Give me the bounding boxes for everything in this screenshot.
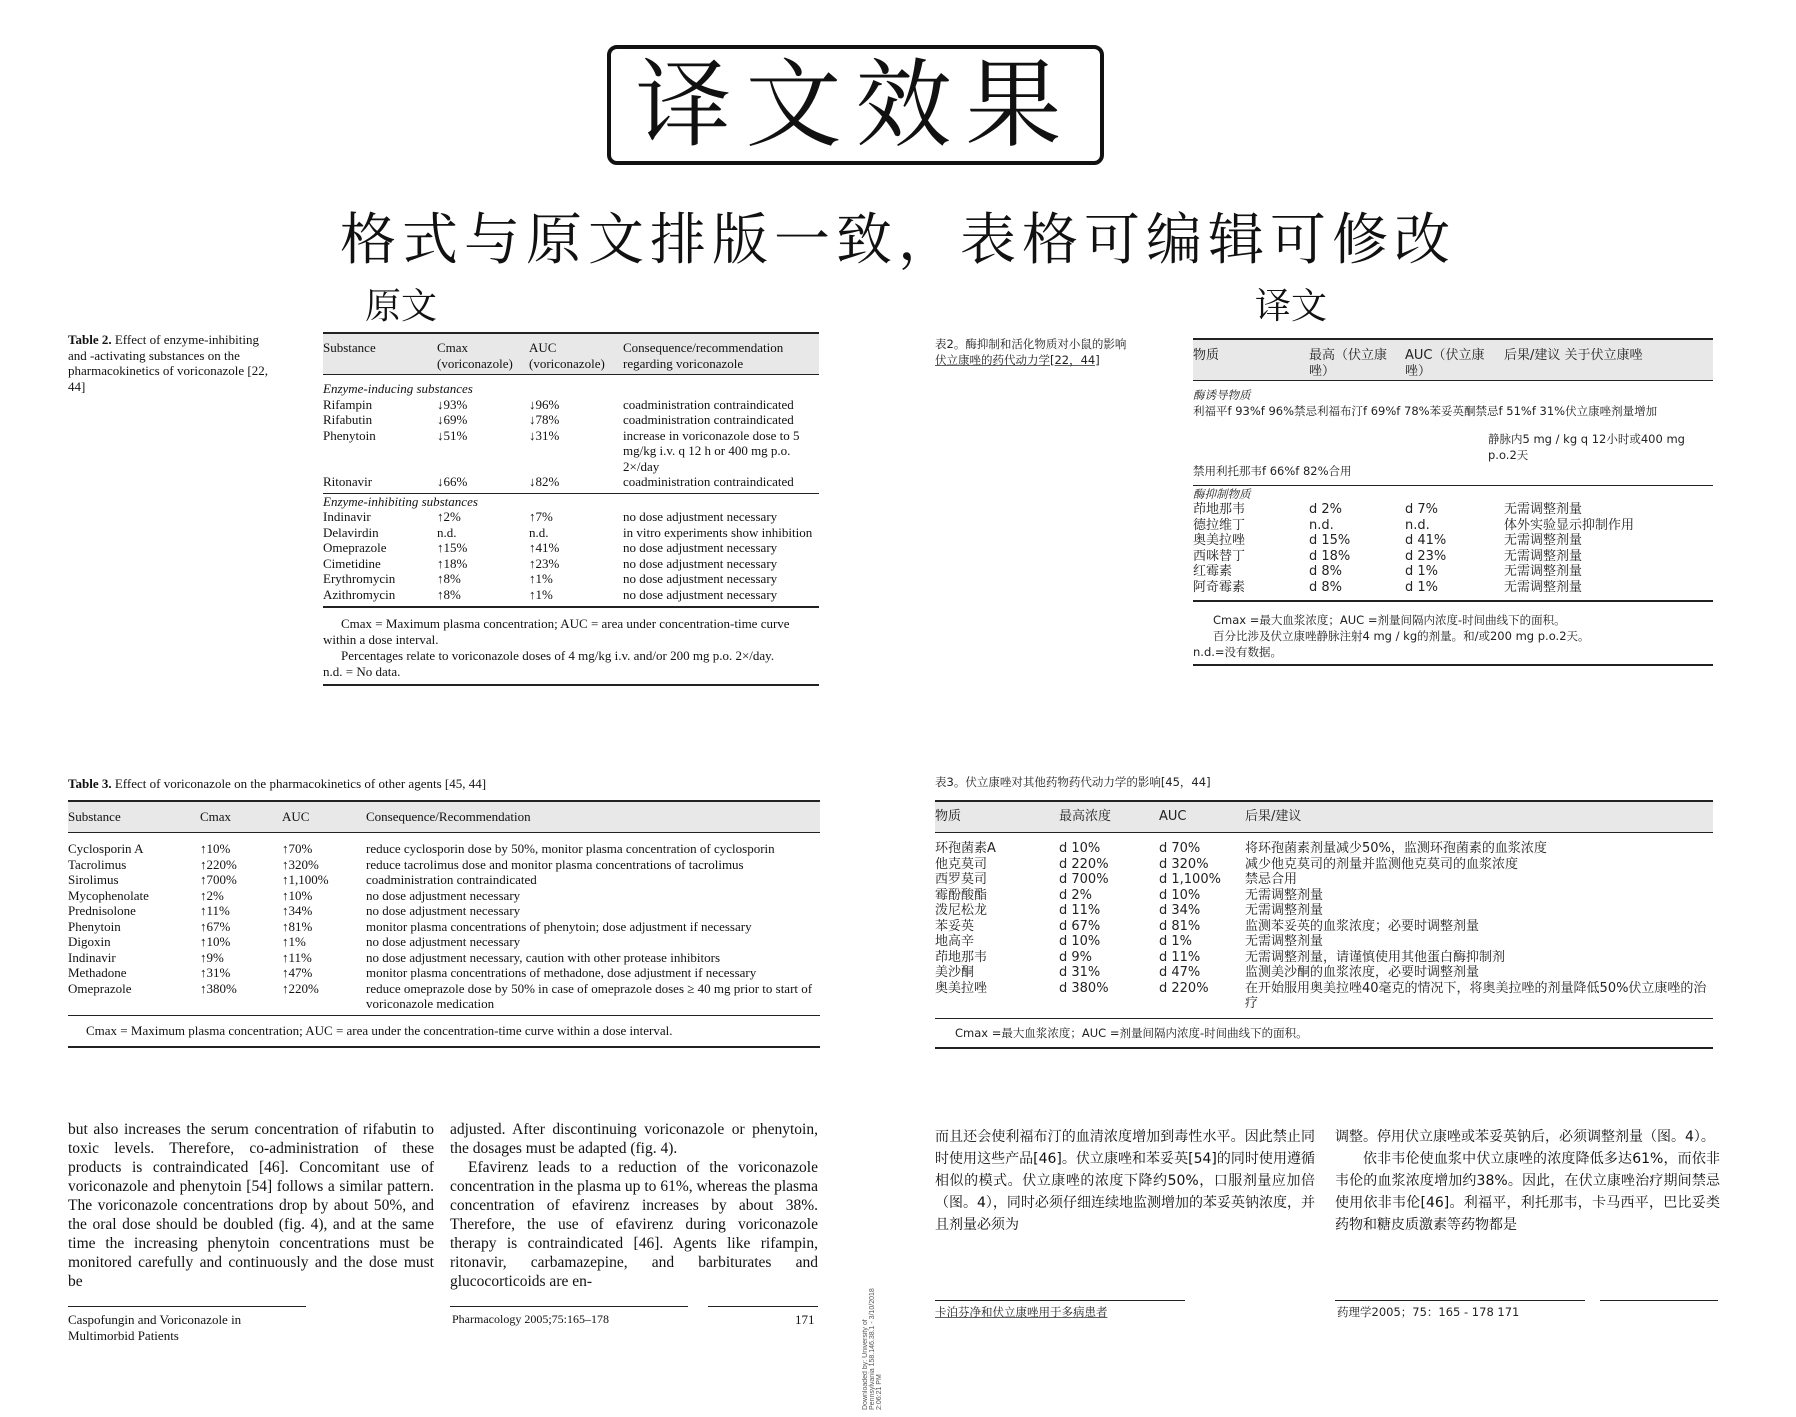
col-auc: AUC（伏立康唑） [1405, 348, 1485, 379]
table-cell: ↑1% [282, 934, 306, 949]
table-cell: ↑81% [282, 918, 313, 934]
table-cell: ↓78% [529, 412, 560, 427]
table-row [68, 888, 820, 904]
table-cell: ↑15% [437, 540, 468, 555]
table-cell: ↓82% [529, 474, 560, 489]
table-cell: d 10% [1059, 934, 1101, 949]
table-cell: 环孢菌素A [935, 841, 996, 856]
table-cell: 无需调整剂量，请谨慎使用其他蛋白酶抑制剂 [1245, 949, 1506, 965]
table-cell: ↓51% [437, 427, 468, 443]
table-row [68, 981, 820, 1012]
table-cell: ↓93% [437, 396, 468, 412]
label-translation: 译文 [1255, 286, 1328, 327]
table-row [323, 412, 819, 428]
table-row [323, 556, 819, 572]
group-label: 酶抑制物质 [1193, 487, 1251, 501]
table-row [935, 965, 1713, 981]
table-cell: coadministration contraindicated [366, 872, 537, 887]
table-cell: d 41% [1405, 533, 1447, 548]
table-cell: ↓66% [437, 474, 468, 489]
table-row [323, 525, 819, 541]
table-row [323, 397, 819, 413]
table-cell: ↑700% [200, 872, 237, 887]
table-cell: 地高辛 [935, 934, 975, 949]
table-cell: coadministration contraindicated [623, 474, 794, 489]
table-cell: d 11% [1159, 949, 1201, 965]
table-cell: Omeprazole [323, 540, 387, 555]
table-row [935, 888, 1713, 904]
table-cell: no dose adjustment necessary, caution with other protease inhibitors [366, 949, 721, 965]
table-row [935, 950, 1713, 966]
table-cell: 美沙酮 [935, 965, 975, 980]
table-cell: ↑8% [437, 571, 461, 586]
group-label: Enzyme-inhibiting substances [323, 493, 478, 509]
trans-footer-journal: 药理学2005；75：165 - 178 171 [1337, 1305, 1520, 1319]
col-cmax: Cmax [200, 809, 232, 824]
table-cell: Methadone [68, 965, 127, 980]
table-row [935, 841, 1713, 857]
table-cell: ↑2% [200, 887, 224, 903]
table-cell: ↑31% [200, 965, 231, 980]
table-row [935, 981, 1713, 1012]
table-row [68, 965, 820, 981]
table-footnote: n.d.=没有数据。 [1193, 645, 1283, 659]
trans-table3-caption: 表3。伏立康唑对其他药物药代动力学的影响[45，44] [935, 775, 1211, 789]
table-cell: d 81% [1159, 918, 1201, 934]
table-cell: coadministration contraindicated [623, 396, 794, 412]
table-cell: d 11% [1059, 903, 1101, 918]
orig-table2-group2 [323, 509, 819, 602]
table-cell: ↑67% [200, 918, 231, 934]
orig-body-col1: but also increases the serum concentration of rifabutin to toxic levels. Therefore, co-administration of these products is contraindicated [46]. Concomitant use of voriconazole and phenytoin [54] follows a similar pattern. The voriconazole concentrations drop by about 50%, and the oral dose should be doubled (fig. 4), and at the same time the increasing phenytoin concentrations must be monitored carefully and continuously and the dose must be [68, 1121, 434, 1290]
table-cell: ↑9% [200, 949, 224, 965]
trans-footer-left: 卡泊芬净和伏立康唑用于多病患者 [935, 1305, 1108, 1319]
table-cell: 无需调整剂量 [1245, 934, 1324, 949]
table-cell: d 8% [1309, 564, 1343, 579]
table-cell: Phenytoin [323, 427, 376, 443]
table-row [323, 571, 819, 587]
table-cell: no dose adjustment necessary [366, 903, 521, 918]
table-row [68, 872, 820, 888]
table-row [68, 934, 820, 950]
table-cell: d 8% [1309, 579, 1343, 595]
table-cell: ↑18% [437, 555, 468, 571]
col-substance: 物质 [1193, 348, 1220, 363]
table-cell: Sirolimus [68, 872, 119, 887]
table-cell: ↑23% [529, 555, 560, 571]
orig-table2-group1 [323, 397, 819, 490]
table-row [68, 903, 820, 919]
table-cell: d 70% [1159, 841, 1201, 856]
table-cell: 奥美拉唑 [1193, 533, 1246, 548]
table-cell: ↑220% [200, 856, 237, 872]
table-cell: d 9% [1059, 949, 1093, 965]
paragraph: Efavirenz leads to a reduction of the voriconazole concentration in the plasma up to 61%, whereas the plasma concentration of efavirenz increases by about 38%. Therefore, the use of efavirenz during voriconazole therapy is contraindicated [46]. Agents like rifampin, ritonavir, carbamazepine, and barbiturates and glucocorticoids are en- [450, 1159, 818, 1290]
footer-rule [68, 1306, 306, 1307]
table-cell: d 7% [1405, 502, 1439, 517]
table-cell: ↑8% [437, 586, 461, 602]
table-cell: n.d. [1309, 517, 1334, 533]
caption-text: 伏立康唑的药代动力学[22，44] [935, 353, 1100, 367]
table-row [68, 857, 820, 873]
page-subtitle: 格式与原文排版一致，表格可编辑可修改 [340, 208, 1456, 273]
table-cell: 西罗莫司 [935, 872, 988, 887]
col-substance: Substance [68, 809, 121, 824]
trans-body-col2 [1335, 1126, 1720, 1236]
table-row [1193, 564, 1713, 580]
table-cell: 在开始服用奥美拉唑40毫克的情况下，将奥美拉唑的剂量降低50%伏立康唑的治疗 [1245, 980, 1707, 1011]
orig-body-col2 [450, 1120, 818, 1291]
table-row [323, 509, 819, 525]
table-cell: no dose adjustment necessary [623, 540, 778, 555]
table-row [68, 919, 820, 935]
orig-table2-header [323, 334, 819, 374]
trans-body-col1: 而且还会使利福布汀的血清浓度增加到毒性水平。因此禁止同时使用这些产品[46]。伏立康唑和苯妥英[54]的同时使用遵循相似的模式。伏立康唑的浓度下降约50%，口服剂量应加倍（图。4），同时必须仔细连续地监测增加的苯妥英钠浓度，并且剂量必须为 [935, 1129, 1315, 1233]
table-footnote: Percentages relate to voriconazole doses of 4 mg/kg i.v. and/or 200 mg p.o. 2×/day. [341, 648, 775, 663]
table-footnote: 百分比涉及伏立康唑静脉注射4 mg / kg的剂量。和/或200 mg p.o.2天。 [1213, 629, 1590, 643]
col-consequence: 后果/建议 关于伏立康唑 [1504, 348, 1643, 363]
table-cell: ↑11% [200, 903, 230, 918]
trans-table2 [1193, 338, 1713, 666]
orig-table3-header [68, 802, 820, 832]
table-cell: d 15% [1309, 533, 1351, 548]
table-cell: Mycophenolate [68, 887, 149, 903]
table-row [68, 950, 820, 966]
table-cell: ↑11% [282, 949, 312, 965]
footer-text: Multimorbid Patients [68, 1327, 179, 1343]
table-cell: ↓96% [529, 396, 560, 412]
merged-row: 禁用利托那韦f 66%f 82%合用 [1193, 464, 1352, 478]
table-cell: d 1,100% [1159, 872, 1221, 887]
table-row [323, 428, 819, 475]
table-cell: reduce omeprazole dose by 50% in case of omeprazole doses ≥ 40 mg prior to start of voriconazole medication [366, 980, 813, 1011]
table-cell: reduce tacrolimus dose and monitor plasma concentrations of tacrolimus [366, 856, 744, 872]
table-cell: d 1% [1405, 579, 1439, 595]
table-cell: 无需调整剂量 [1504, 564, 1583, 579]
table-row [935, 934, 1713, 950]
group-label: 酶诱导物质 [1193, 388, 1251, 402]
table-cell: no dose adjustment necessary [366, 934, 521, 949]
orig-footer-page: 171 [795, 1312, 815, 1327]
table-cell: 阿奇霉素 [1193, 579, 1246, 595]
table-footnote: n.d. = No data. [323, 664, 401, 679]
table-cell: 将环孢菌素剂量减少50%，监测环孢菌素的血浆浓度 [1245, 841, 1547, 856]
orig-table3-caption [68, 776, 828, 792]
group-label: Enzyme-inducing substances [323, 381, 473, 396]
table-cell: Cyclosporin A [68, 841, 144, 856]
table-cell: d 67% [1059, 918, 1101, 934]
orig-table3-body [68, 841, 820, 1012]
table-cell: 德拉维丁 [1193, 517, 1246, 533]
table-cell: 茚地那韦 [1193, 502, 1246, 517]
table-cell: 红霉素 [1193, 564, 1233, 579]
table-cell: ↑47% [282, 965, 313, 980]
table-row [1193, 518, 1713, 534]
table-row [323, 540, 819, 556]
table-cell: 无需调整剂量 [1504, 548, 1583, 564]
table-cell: ↑10% [200, 934, 231, 949]
table-cell: 监测苯妥英的血浆浓度；必要时调整剂量 [1245, 918, 1480, 934]
table-cell: ↑380% [200, 980, 237, 996]
col-auc: AUC (voriconazole) [529, 340, 605, 371]
table-footnote: Cmax = Maximum plasma concentration; AUC = area under concentration-time curve within a dose interval. [323, 616, 790, 647]
table-cell: ↑41% [529, 540, 560, 555]
table-footnote: Cmax = Maximum plasma concentration; AUC = area under the concentration-time curve within a dose interval. [86, 1022, 673, 1038]
table-row [323, 474, 819, 490]
table-cell: monitor plasma concentrations of methadone, dose adjustment if necessary [366, 965, 757, 980]
table-row [1193, 580, 1713, 596]
caption-text: Effect of enzyme-inhibiting and -activating substances on the pharmacokinetics of voriconazole [22, 44] [68, 332, 268, 394]
col-cmax: Cmax (voriconazole) [437, 340, 513, 371]
table-cell: in vitro experiments show inhibition [623, 524, 813, 540]
col-consequence: Consequence/recommendation regarding voriconazole [623, 340, 784, 371]
trans-table2-header [1193, 340, 1713, 380]
table-row [323, 587, 819, 603]
table-cell: n.d. [437, 524, 457, 540]
table-cell: 无需调整剂量 [1504, 502, 1583, 517]
table-cell: ↓69% [437, 412, 468, 427]
table-cell: Erythromycin [323, 571, 396, 586]
table-cell: coadministration contraindicated [623, 412, 794, 427]
table-cell: ↑1% [529, 571, 553, 586]
footer-rule [1335, 1300, 1585, 1301]
table-cell: 减少他克莫司的剂量并监测他克莫司的血浆浓度 [1245, 856, 1519, 872]
table-cell: increase in voriconazole dose to 5 mg/kg i.v. q 12 h or 400 mg p.o. 2×/day [623, 427, 800, 474]
table-cell: ↑1,100% [282, 872, 329, 887]
table-cell: 无需调整剂量 [1504, 579, 1583, 595]
table-cell: Azithromycin [323, 586, 396, 602]
orig-table3 [68, 800, 820, 1048]
col-cmax: 最高（伏立康唑） [1309, 348, 1388, 379]
table-cell: 禁忌合用 [1245, 872, 1298, 887]
table-cell: ↑70% [282, 841, 313, 856]
footer-rule [450, 1306, 688, 1307]
footer-rule [1600, 1300, 1718, 1301]
table-cell: reduce cyclosporin dose by 50%, monitor plasma concentration of cyclosporin [366, 841, 775, 856]
download-note: Downloaded by: University of Pennsylvania 158.146.38.1 - 3/10/2018 2:06:21 PM [862, 1288, 883, 1410]
trans-table2-caption [935, 336, 1140, 368]
col-cmax: 最高浓度 [1059, 809, 1112, 824]
table-cell: 泼尼松龙 [935, 903, 988, 918]
merged-row: 静脉内5 mg / kg q 12小时或400 mg p.o.2天 [1488, 432, 1685, 462]
table-cell: Tacrolimus [68, 856, 127, 872]
caption-label: Table 2. [68, 332, 112, 347]
table-cell: no dose adjustment necessary [623, 571, 778, 586]
table-cell: no dose adjustment necessary [623, 509, 778, 524]
col-consequence: Consequence/Recommendation [366, 809, 531, 824]
title-box [607, 45, 1104, 165]
col-auc: AUC [282, 809, 310, 824]
col-substance: 物质 [935, 809, 962, 824]
table-row [935, 903, 1713, 919]
trans-table3-header [935, 802, 1713, 832]
table-cell: d 10% [1159, 887, 1201, 903]
table-cell: d 220% [1159, 980, 1209, 996]
table-footnote: Cmax =最大血浆浓度；AUC =剂量间隔内浓度-时间曲线下的面积。 [955, 1025, 1308, 1040]
trans-table2-body [1193, 502, 1713, 595]
caption-label: Table 3. [68, 776, 112, 791]
paragraph: 依非韦伦使血浆中伏立康唑的浓度降低多达61%，而依非韦伦的血浆浓度增加约38%。因此，在伏立康唑治疗期间禁忌使用依非韦伦[46]。利福平，利托那韦，卡马西平，巴比妥类药物和糖皮质激素等药物都是 [1335, 1151, 1720, 1233]
table-cell: 茚地那韦 [935, 949, 988, 965]
table-footnote: Cmax =最大血浆浓度；AUC =剂量间隔内浓度-时间曲线下的面积。 [1213, 613, 1566, 627]
table-cell: d 23% [1405, 548, 1447, 564]
table-cell: Delavirdin [323, 524, 379, 540]
table-cell: d 2% [1309, 502, 1343, 517]
table-cell: d 1% [1405, 564, 1439, 579]
table-cell: 无需调整剂量 [1504, 533, 1583, 548]
trans-table3 [935, 800, 1713, 1049]
paragraph: adjusted. After discontinuing voriconazole or phenytoin, the dosages must be adapted (fig. 4). [450, 1121, 818, 1157]
table-cell: Ritonavir [323, 474, 373, 489]
table-cell: 他克莫司 [935, 856, 988, 872]
page-title: 译文效果 [635, 49, 1076, 161]
footer-text: Caspofungin and Voriconazole in [68, 1312, 242, 1327]
table-cell: ↓31% [529, 427, 560, 443]
orig-footer-journal: Pharmacology 2005;75:165–178 [452, 1312, 609, 1326]
orig-table2-caption [68, 332, 278, 394]
footer-rule [708, 1306, 818, 1307]
table-cell: 苯妥英 [935, 918, 975, 934]
trans-table3-body [935, 841, 1713, 1012]
table-row [1193, 533, 1713, 549]
table-row [935, 872, 1713, 888]
table-cell: 监测美沙酮的血浆浓度，必要时调整剂量 [1245, 965, 1480, 980]
table-cell: Rifampin [323, 396, 373, 412]
table-cell: d 700% [1059, 872, 1109, 887]
table-cell: ↑10% [282, 887, 313, 903]
orig-table2 [323, 332, 819, 686]
table-cell: ↑7% [529, 509, 553, 524]
table-cell: d 47% [1159, 965, 1201, 980]
table-cell: Rifabutin [323, 412, 373, 427]
table-row [68, 841, 820, 857]
table-cell: d 18% [1309, 548, 1351, 564]
table-cell: Indinavir [323, 509, 371, 524]
table-cell: d 380% [1059, 980, 1109, 996]
table-cell: d 1% [1159, 934, 1193, 949]
orig-footer-left [68, 1312, 241, 1343]
table-cell: d 10% [1059, 841, 1101, 856]
table-cell: Indinavir [68, 949, 116, 965]
table-cell: Omeprazole [68, 980, 132, 996]
table-cell: d 320% [1159, 856, 1209, 872]
table-cell: d 2% [1059, 887, 1093, 903]
footer-rule [935, 1300, 1185, 1301]
table-cell: Cimetidine [323, 555, 381, 571]
caption-text: Effect of voriconazole on the pharmacokinetics of other agents [45, 44] [114, 776, 487, 791]
table-cell: monitor plasma concentrations of phenytoin; dose adjustment if necessary [366, 918, 752, 934]
table-cell: no dose adjustment necessary [366, 887, 521, 903]
table-row [935, 857, 1713, 873]
caption-text: 表2。酶抑制和活化物质对小鼠的影响 [935, 337, 1127, 351]
table-cell: ↑10% [200, 841, 231, 856]
table-cell: 西咪替丁 [1193, 548, 1246, 564]
col-substance: Substance [323, 340, 376, 355]
table-cell: ↑2% [437, 509, 461, 524]
label-original: 原文 [365, 286, 438, 327]
table-cell: ↑34% [282, 903, 313, 918]
paragraph: 调整。停用伏立康唑或苯妥英钠后，必须调整剂量（图。4）。 [1335, 1129, 1715, 1145]
table-cell: d 34% [1159, 903, 1201, 918]
table-cell: ↑320% [282, 856, 319, 872]
table-row [1193, 549, 1713, 565]
col-auc: AUC [1159, 809, 1187, 824]
merged-row: 利福平f 93%f 96%禁忌利福布汀f 69%f 78%苯妥英酮禁忌f 51%f 31%伏立康唑剂量增加 [1193, 404, 1658, 418]
table-cell: d 220% [1059, 856, 1109, 872]
table-cell: n.d. [1405, 517, 1430, 533]
table-cell: 奥美拉唑 [935, 980, 988, 996]
table-cell: Prednisolone [68, 903, 136, 918]
table-row [935, 919, 1713, 935]
table-row [1193, 502, 1713, 518]
table-cell: 体外实验显示抑制作用 [1504, 517, 1635, 533]
table-cell: no dose adjustment necessary [623, 586, 778, 602]
table-cell: n.d. [529, 524, 549, 540]
table-cell: Digoxin [68, 934, 111, 949]
col-consequence: 后果/建议 [1245, 809, 1302, 824]
table-cell: 无需调整剂量 [1245, 887, 1324, 903]
table-cell: Phenytoin [68, 918, 121, 934]
table-cell: ↑220% [282, 980, 319, 996]
table-cell: no dose adjustment necessary [623, 555, 778, 571]
table-cell: ↑1% [529, 586, 553, 602]
table-cell: 霉酚酸酯 [935, 887, 988, 903]
table-cell: 无需调整剂量 [1245, 903, 1324, 918]
table-cell: d 31% [1059, 965, 1101, 980]
